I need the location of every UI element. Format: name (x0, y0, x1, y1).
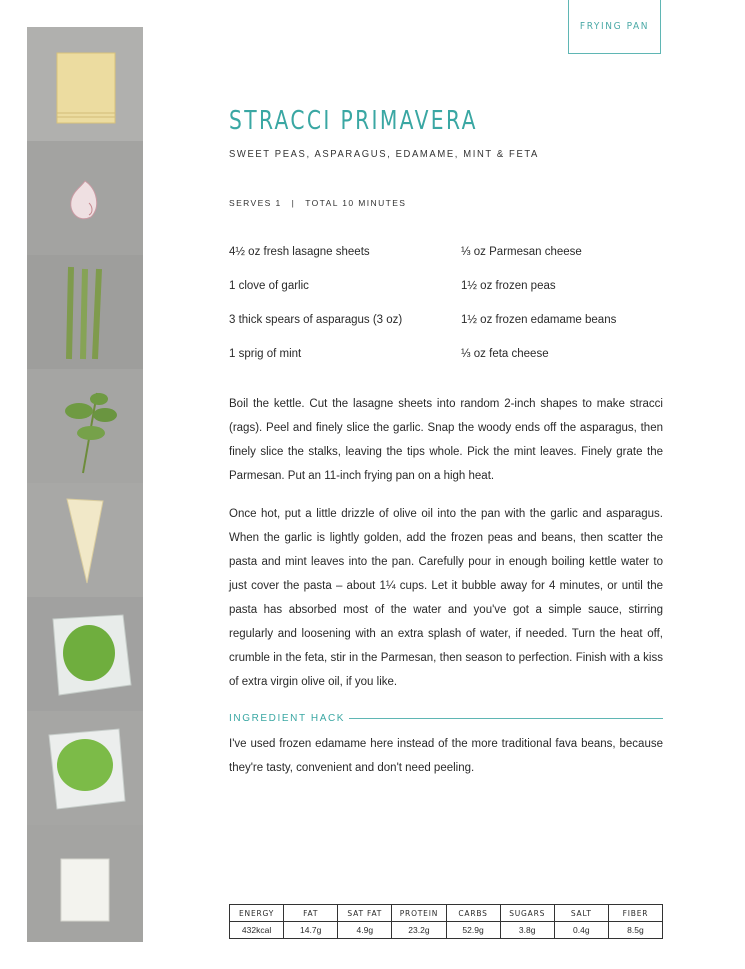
nutrition-value: 52.9g (446, 922, 500, 939)
ingredient-item: 1 sprig of mint (229, 348, 302, 360)
nutrition-table (229, 904, 663, 939)
mint-image (27, 369, 143, 483)
nutrition-header: SALT (554, 905, 608, 922)
ingredient-item: 4½ oz fresh lasagne sheets (229, 246, 370, 258)
parmesan-image (27, 483, 143, 597)
serves-label: SERVES 1 (229, 198, 282, 208)
nutrition-header: FAT (284, 905, 338, 922)
chapter-tab[interactable]: FRYING PAN (568, 0, 661, 54)
ingredient-item: ⅓ oz feta cheese (461, 348, 549, 360)
nutrition-header: PROTEIN (392, 905, 446, 922)
frozen-edamame-image (27, 711, 143, 825)
nutrition-header: FIBER (608, 905, 662, 922)
ingredient-item: 3 thick spears of asparagus (3 oz) (229, 314, 403, 326)
frozen-peas-image (27, 597, 143, 711)
ingredient-item: 1½ oz frozen edamame beans (461, 314, 617, 326)
info-separator: | (291, 198, 296, 208)
ingredient-hack-title: INGREDIENT HACK (229, 713, 346, 724)
lasagne-sheets-image (27, 27, 143, 141)
asparagus-image (27, 255, 143, 369)
nutrition-value: 0.4g (554, 922, 608, 939)
nutrition-header: ENERGY (230, 905, 284, 922)
ingredient-item: ⅓ oz Parmesan cheese (461, 246, 582, 258)
garlic-image (27, 141, 143, 255)
nutrition-value: 432kcal (230, 922, 284, 939)
serves-info (229, 198, 406, 208)
nutrition-value: 4.9g (338, 922, 392, 939)
nutrition-value: 23.2g (392, 922, 446, 939)
nutrition-value: 8.5g (608, 922, 662, 939)
feta-image (27, 825, 143, 942)
nutrition-header: SAT FAT (338, 905, 392, 922)
nutrition-value-row (230, 922, 663, 939)
nutrition-header-row (230, 905, 663, 922)
ingredient-item: 1 clove of garlic (229, 280, 309, 292)
ingredient-item: 1½ oz frozen peas (461, 280, 556, 292)
total-time-label: TOTAL 10 MINUTES (305, 198, 407, 208)
ingredient-hack-heading (229, 713, 663, 724)
recipe-title: STRACCI PRIMAVERA (229, 106, 478, 136)
nutrition-value: 3.8g (500, 922, 554, 939)
nutrition-header: CARBS (446, 905, 500, 922)
nutrition-value: 14.7g (284, 922, 338, 939)
heading-rule (349, 718, 663, 719)
method-step-1: Boil the kettle. Cut the lasagne sheets into random 2-inch shapes to make stracci (rags). Peel and finely slice the garlic. Snap the woody ends off the asparagus, then finely slice the stalks, leaving the tips whole. Pick the mint leaves. Finely grate the Parmesan. Put an 11-inch frying pan on a high heat. (229, 398, 663, 482)
recipe-subtitle: SWEET PEAS, ASPARAGUS, EDAMAME, MINT & FETA (229, 148, 539, 160)
method-step-2: Once hot, put a little drizzle of olive oil into the pan with the garlic and asparagus. When the garlic is lightly golden, add the frozen peas and beans, then scatter the pasta and mint leaves into the pan. Carefully pour in enough boiling kettle water to just cover the pasta – about 1¼ cups. Let it bubble away for 4 minutes, or until the pasta has absorbed most of the water and you've got a simple sauce, stirring regularly and loosening with an extra splash of water, if needed. Turn the heat off, crumble in the feta, stir in the Parmesan, then season to perfection. Finish with a kiss of extra virgin olive oil, if you like. (229, 508, 663, 688)
ingredient-hack-text: I've used frozen edamame here instead of the more traditional fava beans, because they're tasty, convenient and don't need peeling. (229, 738, 663, 774)
nutrition-header: SUGARS (500, 905, 554, 922)
ingredient-photo-strip (27, 27, 143, 942)
